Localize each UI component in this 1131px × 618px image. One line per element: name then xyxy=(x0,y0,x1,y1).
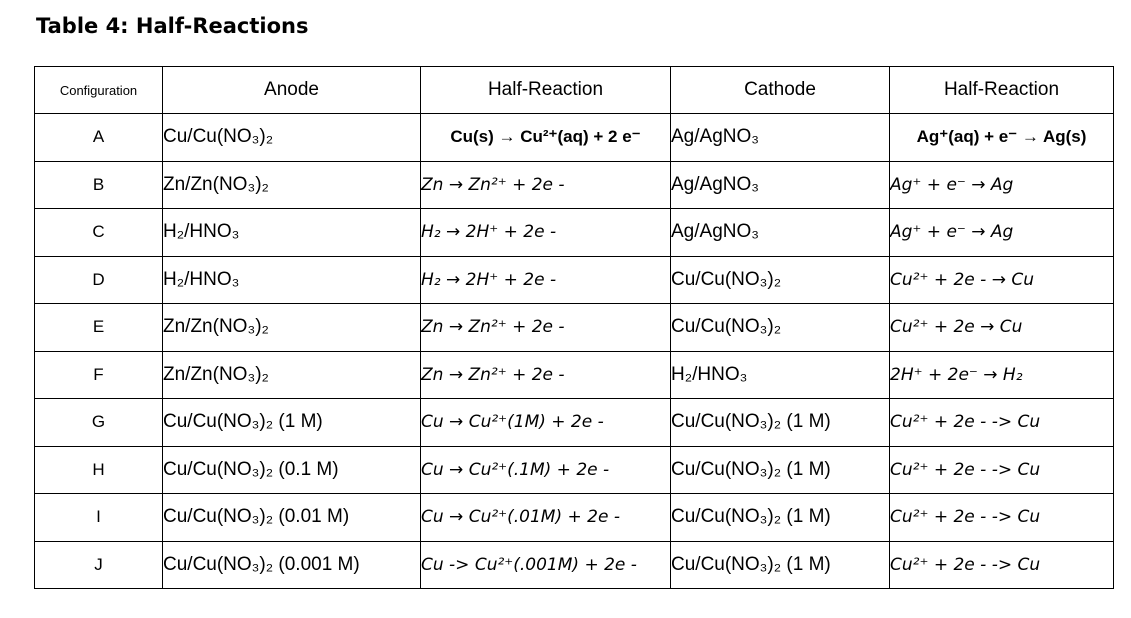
anode-cell: Zn/Zn(NO₃)₂ xyxy=(163,304,421,352)
cathode-half-reaction-cell: Cu²⁺ + 2e - -> Cu xyxy=(890,541,1114,589)
table-row xyxy=(35,114,1114,162)
cathode-half-reaction-cell: Cu²⁺ + 2e → Cu xyxy=(890,304,1114,352)
cathode-cell: Ag/AgNO₃ xyxy=(671,209,890,257)
config-cell: D xyxy=(35,256,163,304)
config-cell: B xyxy=(35,161,163,209)
anode-cell: Cu/Cu(NO₃)₂ (0.1 M) xyxy=(163,446,421,494)
header-configuration: Configuration xyxy=(35,67,163,114)
header-anode-half-reaction: Half-Reaction xyxy=(421,67,671,114)
cathode-half-reaction-cell: 2H⁺ + 2e⁻ → H₂ xyxy=(890,351,1114,399)
anode-half-reaction-cell: H₂ → 2H⁺ + 2e - xyxy=(421,256,671,304)
header-row xyxy=(35,67,1114,114)
config-cell: F xyxy=(35,351,163,399)
cathode-half-reaction-cell: Cu²⁺ + 2e - -> Cu xyxy=(890,494,1114,542)
cathode-half-reaction-cell: Ag⁺ + e⁻ → Ag xyxy=(890,209,1114,257)
cathode-half-reaction-cell: Cu²⁺ + 2e - -> Cu xyxy=(890,446,1114,494)
config-cell: G xyxy=(35,399,163,447)
anode-cell: Cu/Cu(NO₃)₂ (1 M) xyxy=(163,399,421,447)
anode-half-reaction-cell: H₂ → 2H⁺ + 2e - xyxy=(421,209,671,257)
table-row xyxy=(35,399,1114,447)
anode-cell: Cu/Cu(NO₃)₂ xyxy=(163,114,421,162)
table-row xyxy=(35,494,1114,542)
anode-cell: H₂/HNO₃ xyxy=(163,209,421,257)
anode-half-reaction-cell: Zn → Zn²⁺ + 2e - xyxy=(421,351,671,399)
anode-cell: Cu/Cu(NO₃)₂ (0.001 M) xyxy=(163,541,421,589)
cathode-half-reaction-cell: Ag⁺(aq) + e⁻ → Ag(s) xyxy=(890,114,1114,162)
cathode-half-reaction-cell: Cu²⁺ + 2e - -> Cu xyxy=(890,399,1114,447)
half-reactions-table xyxy=(34,66,1114,589)
header-cathode-half-reaction: Half-Reaction xyxy=(890,67,1114,114)
table-row xyxy=(35,209,1114,257)
anode-half-reaction-cell: Zn → Zn²⁺ + 2e - xyxy=(421,304,671,352)
anode-half-reaction-cell: Cu → Cu²⁺(.01M) + 2e - xyxy=(421,494,671,542)
cathode-cell: Ag/AgNO₃ xyxy=(671,114,890,162)
table-row xyxy=(35,351,1114,399)
table-row xyxy=(35,256,1114,304)
header-anode: Anode xyxy=(163,67,421,114)
cathode-cell: Cu/Cu(NO₃)₂ (1 M) xyxy=(671,541,890,589)
anode-cell: Zn/Zn(NO₃)₂ xyxy=(163,161,421,209)
anode-half-reaction-cell: Cu -> Cu²⁺(.001M) + 2e - xyxy=(421,541,671,589)
cathode-cell: Ag/AgNO₃ xyxy=(671,161,890,209)
table-row xyxy=(35,161,1114,209)
cathode-cell: Cu/Cu(NO₃)₂ (1 M) xyxy=(671,446,890,494)
config-cell: A xyxy=(35,114,163,162)
config-cell: C xyxy=(35,209,163,257)
cathode-cell: H₂/HNO₃ xyxy=(671,351,890,399)
cathode-cell: Cu/Cu(NO₃)₂ (1 M) xyxy=(671,494,890,542)
config-cell: E xyxy=(35,304,163,352)
header-cathode: Cathode xyxy=(671,67,890,114)
anode-cell: H₂/HNO₃ xyxy=(163,256,421,304)
config-cell: I xyxy=(35,494,163,542)
anode-half-reaction-cell: Cu → Cu²⁺(.1M) + 2e - xyxy=(421,446,671,494)
cathode-cell: Cu/Cu(NO₃)₂ xyxy=(671,304,890,352)
table-row xyxy=(35,446,1114,494)
config-cell: H xyxy=(35,446,163,494)
anode-half-reaction-cell: Zn → Zn²⁺ + 2e - xyxy=(421,161,671,209)
cathode-half-reaction-cell: Cu²⁺ + 2e - → Cu xyxy=(890,256,1114,304)
anode-half-reaction-cell: Cu → Cu²⁺(1M) + 2e - xyxy=(421,399,671,447)
cathode-cell: Cu/Cu(NO₃)₂ xyxy=(671,256,890,304)
config-cell: J xyxy=(35,541,163,589)
anode-half-reaction-cell: Cu(s) → Cu²⁺(aq) + 2 e⁻ xyxy=(421,114,671,162)
cathode-half-reaction-cell: Ag⁺ + e⁻ → Ag xyxy=(890,161,1114,209)
anode-cell: Zn/Zn(NO₃)₂ xyxy=(163,351,421,399)
cathode-cell: Cu/Cu(NO₃)₂ (1 M) xyxy=(671,399,890,447)
table-row xyxy=(35,541,1114,589)
table-row xyxy=(35,304,1114,352)
anode-cell: Cu/Cu(NO₃)₂ (0.01 M) xyxy=(163,494,421,542)
table-title: Table 4: Half-Reactions xyxy=(36,14,309,38)
